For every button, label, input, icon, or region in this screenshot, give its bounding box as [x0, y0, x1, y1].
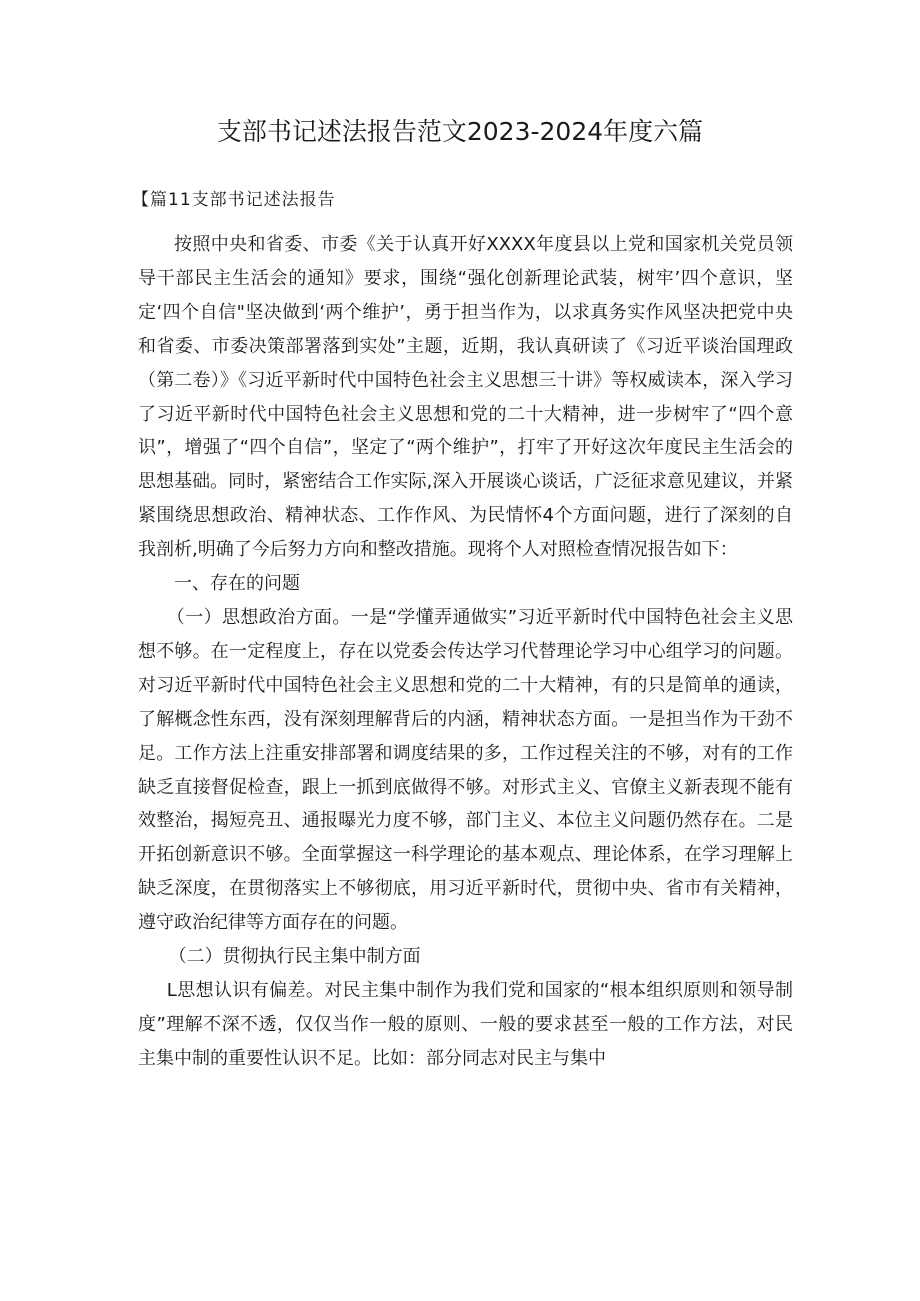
paragraph-ideology: （一）思想政治方面。一是“学懂弄通做实”习近平新时代中国特色社会主义思想不够。在一定程度上，存在以党委会传达学习代替理论学习中心组学习的问题。对习近平新时代中国特色社会主义思想和党的二十大精神，有的只是简单的通读，了解概念性东西，没有深刻理解背后的内涵，精神状态方面。一是担当作为干劲不足。工作方法上注重安排部署和调度结果的多，工作过程关注的不够，对有的工作缺乏直接督促检查，跟上一抓到底做得不够。对形式主义、官僚主义新表现不能有效整治，揭短亮丑、通报曝光力度不够，部门主义、本位主义问题仍然存在。二是开拓创新意识不够。全面掌握这一科学理论的基本观点、理论体系，在学习理解上缺乏深度，在贯彻落实上不够彻底，用习近平新时代，贯彻中央、省市有关精神，遵守政治纪律等方面存在的问题。: [138, 606, 793, 934]
paragraph-intro: 按照中央和省委、市委《关于认真开好XXXX年度县以上党和国家机关党员领导干部民主生活会的通知》要求，围绕“强化创新理论武装，树牢’四个意识，坚定‘四个自信"坚决做到‘两个维护’，勇于担当作为，以求真务实作风坚决把党中央和省委、市委决策部署落到实处”主题，近期，我认真研读了《习近平谈治国理政（第二卷）》《习近平新时代中国特色社会主义思想三十讲》等权威读本，深入学习了习近平新时代中国特色社会主义思想和党的二十大精神，进一步树牢了“四个意识”，增强了“四个自信”，坚定了“两个维护”，打牢了开好这次年度民主生活会的思想基础。同时，紧密结合工作实际,深入开展谈心谈话，广泛征求意见建议，并紧紧围绕思想政治、精神状态、工作作风、为民情怀4个方面问题，进行了深刻的自我剖析,明确了今后努力方向和整改措施。现将个人对照检查情况报告如下：: [138, 234, 793, 561]
document-title: 支部书记述法报告范文2023-2024年度六篇: [216, 117, 704, 146]
document-body: [138, 228, 793, 1076]
paragraph-understanding: L思想认识有偏差。对民主集中制作为我们党和国家的“根本组织原则和领导制度”理解不深不透，仅仅当作一般的原则、一般的要求甚至一般的工作方法，对民主集中制的重要性认识不足。比如：部分同志对民主与集中: [138, 979, 793, 1069]
heading-problems: 一、存在的问题: [174, 573, 300, 595]
heading-democratic-centralism: （二）贯彻执行民主集中制方面: [168, 946, 421, 968]
section-heading: 【篇11支部书记述法报告: [132, 190, 336, 210]
